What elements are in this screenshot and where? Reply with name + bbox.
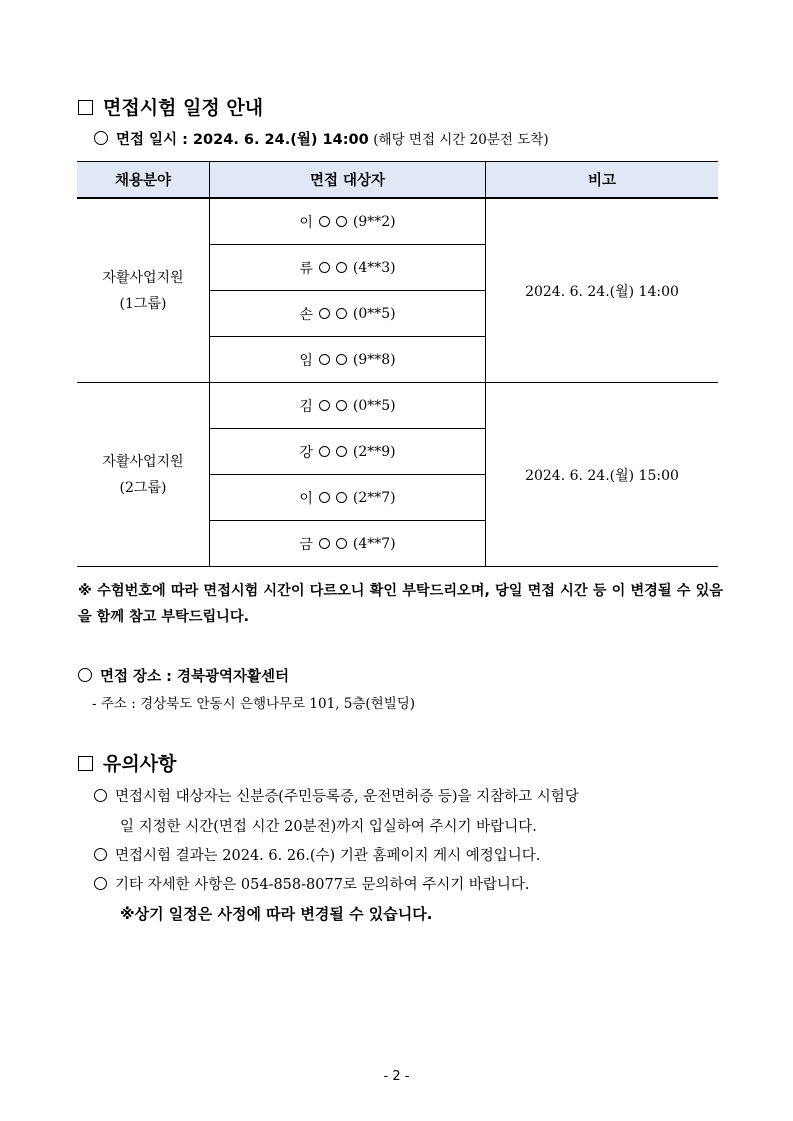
candidate-cell	[210, 245, 486, 291]
arrival-note: (해당 면접 시간 20분전 도착)	[373, 132, 549, 148]
masked-circle-icon	[336, 354, 347, 365]
square-bullet-icon	[78, 100, 93, 115]
section-title: 유의사항	[103, 753, 177, 775]
item-text: 기타 자세한 사항은 054-858-8077로 문의하여 주시기 바랍니다.	[115, 877, 530, 893]
candidate-code: (0**5)	[352, 397, 396, 414]
candidate-surname: 이	[299, 490, 313, 507]
candidate-cell	[210, 429, 486, 475]
item-text: 면접시험 대상자는 신분증(주민등록증, 운전면허증 등)을 지참하고 시험당	[115, 789, 579, 805]
candidate-cell	[210, 337, 486, 383]
circle-bullet-icon	[78, 668, 92, 682]
masked-circle-icon	[336, 308, 347, 319]
section-heading-notes	[78, 749, 176, 776]
header-candidates: 면접 대상자	[210, 162, 486, 199]
masked-circle-icon	[319, 492, 330, 503]
masked-circle-icon	[336, 492, 347, 503]
candidate-cell	[210, 475, 486, 521]
table-header-row	[77, 162, 718, 199]
candidate-surname: 이	[299, 214, 313, 231]
masked-circle-icon	[319, 354, 330, 365]
venue-label: 면접 장소 : 경북광역자활센터	[100, 669, 290, 685]
circle-bullet-icon	[94, 848, 107, 861]
field-cell-group2	[77, 383, 210, 567]
list-item	[94, 873, 529, 894]
candidate-surname: 김	[299, 398, 313, 415]
interview-datetime	[94, 128, 549, 149]
masked-circle-icon	[336, 446, 347, 457]
table-row	[77, 198, 718, 245]
table-row	[77, 383, 718, 429]
masked-circle-icon	[336, 538, 347, 549]
candidate-surname: 임	[299, 352, 313, 369]
circle-bullet-icon	[94, 131, 108, 145]
masked-circle-icon	[319, 262, 330, 273]
field-cell-group1	[77, 198, 210, 383]
masked-circle-icon	[319, 216, 330, 227]
time-cell-group2: 2024. 6. 24.(월) 15:00	[486, 383, 719, 567]
masked-circle-icon	[336, 400, 347, 411]
venue-line	[78, 665, 289, 686]
schedule-change-caution: ※상기 일정은 사정에 따라 변경될 수 있습니다.	[120, 905, 433, 923]
header-field: 채용분야	[77, 162, 210, 199]
list-item	[94, 785, 579, 806]
item-text: 면접시험 결과는 2024. 6. 26.(수) 기관 홈페이지 게시 예정입니다.	[115, 848, 541, 864]
list-item-continuation: 일 지정한 시간(면접 시간 20분전)까지 입실하여 주시기 바랍니다.	[120, 819, 537, 835]
candidate-cell	[210, 291, 486, 337]
candidate-cell	[210, 198, 486, 245]
masked-circle-icon	[319, 400, 330, 411]
masked-circle-icon	[336, 216, 347, 227]
candidate-surname: 금	[299, 536, 313, 553]
candidate-code: (9**8)	[352, 351, 396, 368]
candidate-cell	[210, 383, 486, 429]
header-remarks: 비고	[486, 162, 719, 199]
candidate-surname: 류	[299, 260, 313, 277]
candidate-code: (0**5)	[352, 305, 396, 322]
schedule-change-note: ※ 수험번호에 따라 면접시험 시간이 다르오니 확인 부탁드리오며, 당일 면접 시간 등 이 변경될 수 있음을 함께 참고 부탁드립니다.	[78, 583, 723, 625]
masked-circle-icon	[319, 308, 330, 319]
interview-schedule-table	[77, 161, 718, 567]
circle-bullet-icon	[94, 877, 107, 890]
page-number: - 2 -	[383, 1069, 410, 1084]
candidate-surname: 손	[299, 306, 313, 323]
masked-circle-icon	[336, 262, 347, 273]
section-title: 면접시험 일정 안내	[103, 97, 264, 119]
field-name: 자활사업지원	[102, 269, 184, 286]
venue-address: - 주소 : 경상북도 안동시 은행나무로 101, 5층(현빌딩)	[92, 696, 416, 712]
section-heading-schedule	[78, 93, 263, 120]
square-bullet-icon	[78, 756, 93, 771]
candidate-cell	[210, 521, 486, 567]
candidate-code: (2**9)	[352, 443, 396, 460]
masked-circle-icon	[319, 538, 330, 549]
time-cell-group1: 2024. 6. 24.(월) 14:00	[486, 198, 719, 383]
datetime-label: 면접 일시 : 2024. 6. 24.(월) 14:00	[116, 132, 369, 148]
list-item	[94, 844, 540, 865]
group-label: (1그룹)	[119, 295, 167, 312]
candidate-code: (9**2)	[352, 213, 396, 230]
candidate-code: (2**7)	[352, 489, 396, 506]
candidate-surname: 강	[299, 444, 313, 461]
candidate-code: (4**3)	[352, 259, 396, 276]
candidate-code: (4**7)	[352, 535, 396, 552]
group-label: (2그룹)	[119, 479, 167, 496]
field-name: 자활사업지원	[102, 453, 184, 470]
masked-circle-icon	[319, 446, 330, 457]
circle-bullet-icon	[94, 789, 107, 802]
